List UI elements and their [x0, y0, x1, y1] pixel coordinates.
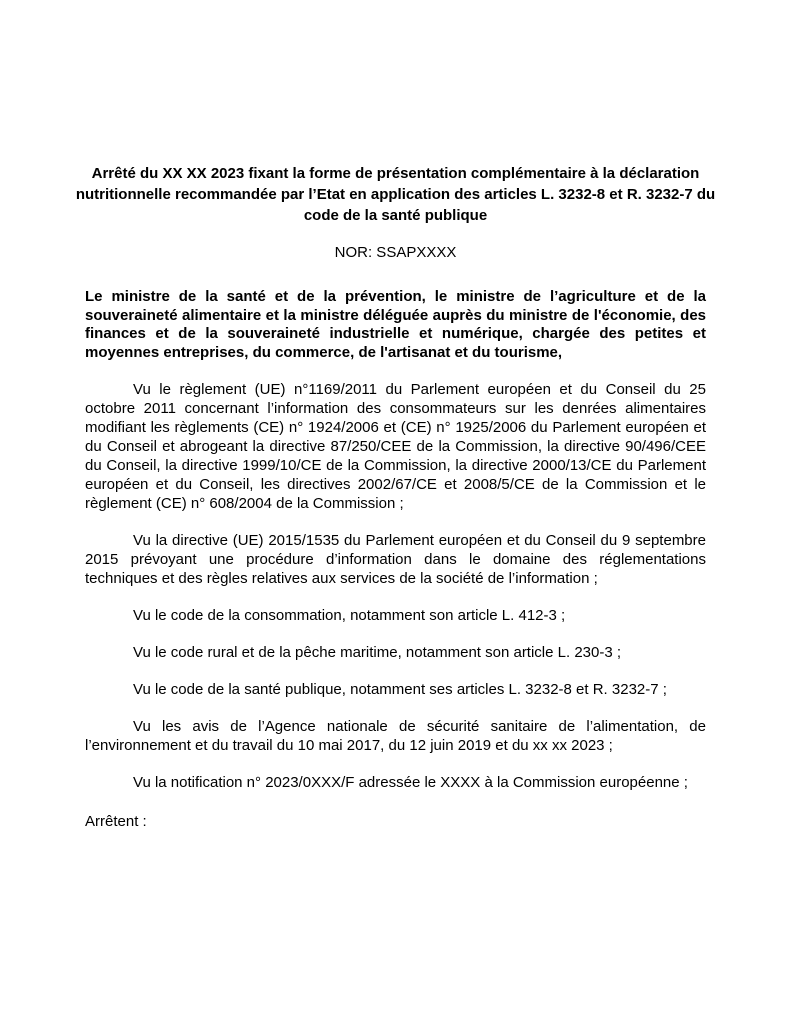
visa-paragraph-3: Vu le code de la consommation, notamment son article L. 412-3 ; — [133, 607, 566, 624]
visa-paragraph-2: Vu la directive (UE) 2015/1535 du Parlement européen et du Conseil du 9 septembre 2015 prévoyant une procédure d’information dans le domaine des réglementations techniques et des règles relatives aux services de la société de l’information ; — [85, 532, 706, 587]
visa-paragraph-1: Vu le règlement (UE) n°1169/2011 du Parlement européen et du Conseil du 25 octobre 2011 concernant l’information des consommateurs sur les denrées alimentaires modifiant les règlements (CE) n° 1924/2006 et (CE) n° 1925/2006 du Parlement européen et du Conseil et abrogeant la directive 87/250/CEE de la Commission, la directive 90/496/CEE du Conseil, la directive 1999/10/CE de la Commission, la directive 2000/13/CE du Parlement européen et du Conseil, les directives 2002/67/CE et 2008/5/CE de la Commission et le règlement (CE) n° 608/2004 de la Commission ; — [85, 381, 706, 512]
visa-paragraph-7: Vu la notification n° 2023/0XXX/F adressée le XXXX à la Commission européenne ; — [133, 774, 688, 791]
visa-paragraph-4: Vu le code rural et de la pêche maritime, notamment son article L. 230-3 ; — [133, 644, 622, 661]
visa-paragraph-5: Vu le code de la santé publique, notamment ses articles L. 3232-8 et R. 3232-7 ; — [133, 681, 667, 698]
document-content — [75, 0, 716, 831]
visa-paragraph-6: Vu les avis de l’Agence nationale de sécurité sanitaire de l’alimentation, de l’environnement et du travail du 10 mai 2017, du 12 juin 2019 et du xx xx 2023 ; — [85, 718, 706, 754]
preamble-ministers: Le ministre de la santé et de la prévention, le ministre de l’agriculture et de la souveraineté alimentaire et la ministre déléguée auprès du ministre de l'économie, des finances et de la souveraineté industrielle et numérique, chargée des petites et moyennes entreprises, du commerce, de l'artisanat et du tourisme, — [85, 288, 706, 361]
enacting-formula: Arrêtent : — [85, 813, 147, 830]
nor-line: NOR: SSAPXXXX — [334, 244, 457, 261]
document-title: Arrêté du XX XX 2023 fixant la forme de présentation complémentaire à la déclaration nutritionnelle recommandée par l’Etat en application des articles L. 3232-8 et R. 3232-7 du code de la santé publique — [75, 165, 716, 224]
